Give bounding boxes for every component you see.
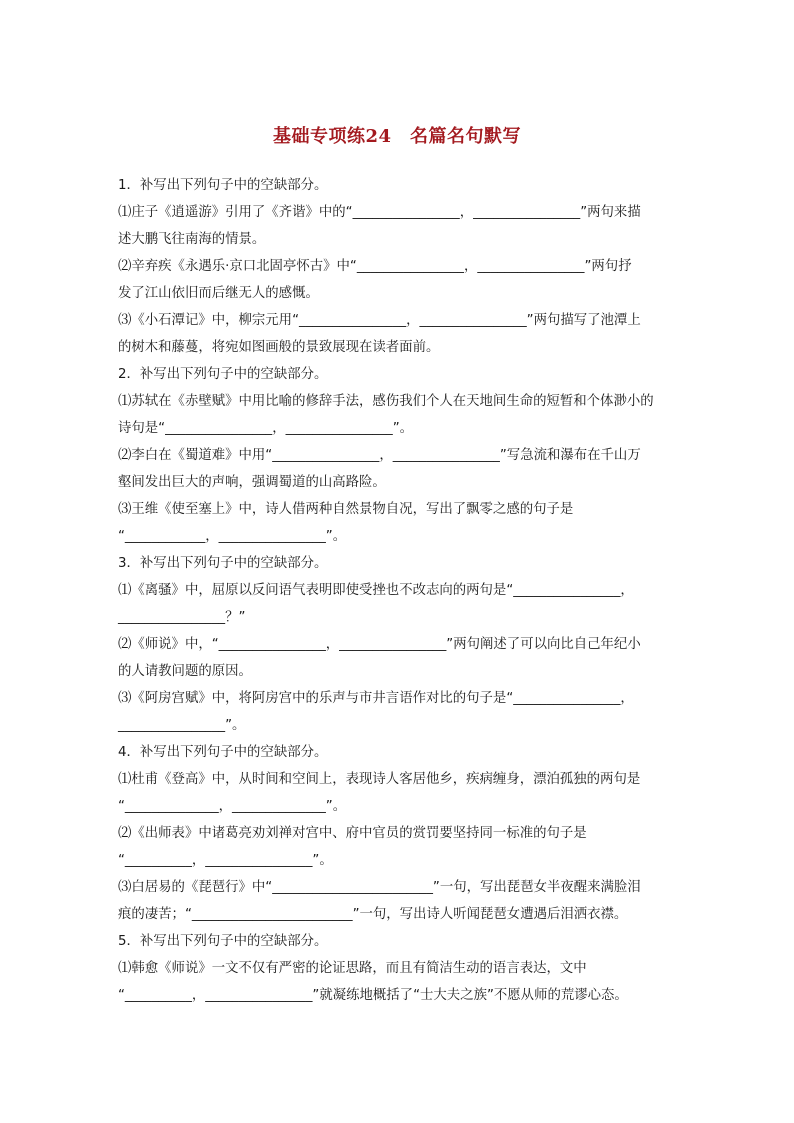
text-line: 的人请教问题的原因。 [118, 664, 252, 679]
page-title: 基础专项练24 名篇名句默写 [272, 126, 522, 147]
text-line: ⑵《师说》中，“________________，________________”两句阐述了可以向比自己年纪小 [118, 637, 641, 652]
text-line: ⑶白居易的《琵琶行》中“________________________”一句，写出琵琶女半夜醒来满脸泪 [118, 880, 641, 895]
text-line: ________________？” [118, 610, 246, 625]
text-line: ⑶《小石潭记》中，柳宗元用“________________，________________”两句描写了池潭上 [118, 313, 641, 328]
text-line: ⑴庄子《逍遥游》引用了《齐谐》中的“________________，________________”两句来描 [118, 205, 641, 220]
text-line: ⑶《阿房宫赋》中，将阿房宫中的乐声与市井言语作对比的句子是“________________， [118, 691, 634, 706]
text-line: ⑵辛弃疾《永遇乐·京口北固亭怀古》中“________________，________________”两句抒 [118, 259, 632, 274]
text-line: 诗句是“________________，________________”。 [118, 421, 414, 436]
text-line: 2．补写出下列句子中的空缺部分。 [118, 367, 328, 382]
text-line: “______________，______________”。 [118, 799, 347, 814]
text-line: 的树木和藤蔓，将宛如图画般的景致展现在读者面前。 [118, 340, 440, 355]
text-line: “__________，________________”就凝练地概括了“士大夫之族”不愿从师的荒谬心态。 [118, 988, 628, 1003]
text-line: 壑间发出巨大的声响，强调蜀道的山高路险。 [118, 475, 386, 490]
text-line: ⑵李白在《蜀道难》中用“________________，________________”写急流和瀑布在千山万 [118, 448, 641, 463]
text-line: 4．补写出下列句子中的空缺部分。 [118, 745, 328, 760]
text-line: ⑵《出师表》中诸葛亮劝刘禅对宫中、府中官员的赏罚要坚持同一标准的句子是 [118, 826, 587, 841]
text-line: ⑴苏轼在《赤壁赋》中用比喻的修辞手法，感伤我们个人在天地间生命的短暂和个体渺小的 [118, 394, 654, 409]
text-line: ⑴《离骚》中，屈原以反问语气表明即使受挫也不改志向的两句是“________________， [118, 583, 634, 598]
exercise-body [118, 172, 678, 1009]
text-line: “__________，________________”。 [118, 853, 333, 868]
text-line: 痕的凄苦；“________________________”一句，写出诗人听闻琵琶女遭遇后泪洒衣襟。 [118, 907, 628, 922]
text-line: 发了江山依旧而后继无人的感慨。 [118, 286, 319, 301]
text-line: ⑴杜甫《登高》中，从时间和空间上，表现诗人客居他乡，疾病缠身，漂泊孤独的两句是 [118, 772, 641, 787]
text-line: 5．补写出下列句子中的空缺部分。 [118, 934, 328, 949]
text-line: 1．补写出下列句子中的空缺部分。 [118, 178, 328, 193]
text-line: ________________”。 [118, 718, 246, 733]
text-line: 述大鹏飞往南海的情景。 [118, 232, 266, 247]
text-line: ⑴韩愈《师说》一文不仅有严密的论证思路，而且有简洁生动的语言表达，文中 [118, 961, 587, 976]
text-line: 3．补写出下列句子中的空缺部分。 [118, 556, 328, 571]
text-line: ⑶王维《使至塞上》中，诗人借两种自然景物自况，写出了飘零之感的句子是 [118, 502, 574, 517]
text-line: “____________，________________”。 [118, 529, 347, 544]
